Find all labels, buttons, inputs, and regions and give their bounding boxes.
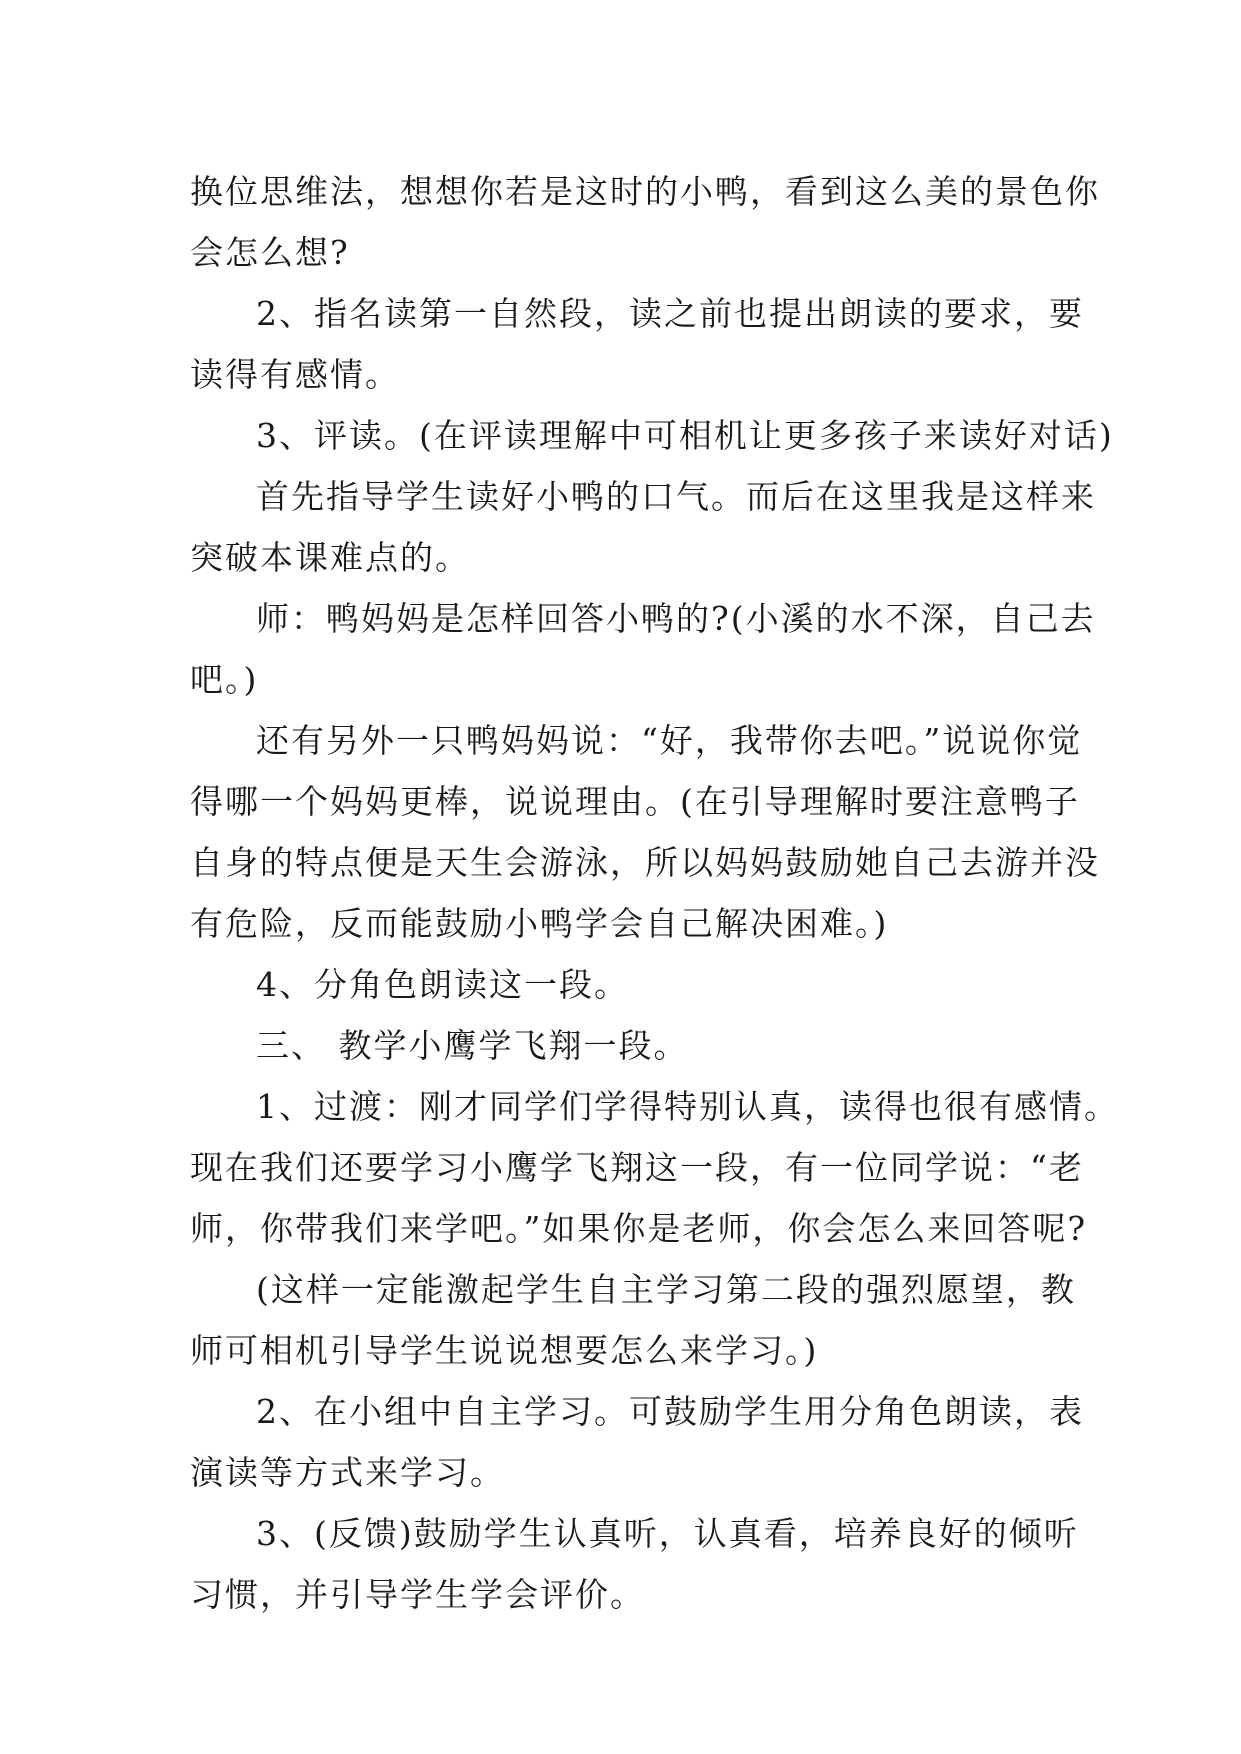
text-line: 现在我们还要学习小鹰学飞翔这一段，有一位同学说：“老	[190, 1148, 1084, 1187]
body-text	[190, 161, 1119, 1625]
text-line: 2、在小组中自主学习。可鼓励学生用分角色朗读，表	[256, 1392, 1084, 1431]
text-line: 突破本课难点的。	[190, 538, 470, 577]
text-line: 有危险，反而能鼓励小鸭学会自己解决困难。)	[190, 904, 889, 943]
text-line: 还有另外一只鸭妈妈说：“好，我带你去吧。”说说你觉	[256, 721, 1083, 760]
text-line: 吧。)	[190, 660, 259, 699]
text-line: 自身的特点便是天生会游泳，所以妈妈鼓励她自己去游并没	[190, 843, 1100, 882]
text-line: 换位思维法，想想你若是这时的小鸭，看到这么美的景色你	[190, 172, 1100, 211]
text-line: 3、(反馈)鼓励学生认真听，认真看，培养良好的倾听	[256, 1514, 1079, 1553]
text-line: 3、评读。(在评读理解中可相机让更多孩子来读好对话)	[256, 416, 1114, 455]
text-line: 4、分角色朗读这一段。	[256, 965, 629, 1004]
text-line: 习惯，并引导学生学会评价。	[190, 1575, 645, 1614]
text-line: 三、 教学小鹰学飞翔一段。	[256, 1026, 689, 1065]
text-line: (这样一定能激起学生自主学习第二段的强烈愿望，教	[256, 1270, 1076, 1309]
text-line: 2、指名读第一自然段，读之前也提出朗读的要求，要	[256, 294, 1084, 333]
text-line: 得哪一个妈妈更棒，说说理由。(在引导理解时要注意鸭子	[190, 782, 1080, 821]
text-line: 师：鸭妈妈是怎样回答小鸭的?(小溪的水不深，自己去	[256, 599, 1096, 638]
text-line: 师可相机引导学生说说想要怎么来学习。)	[190, 1331, 819, 1370]
text-line: 师，你带我们来学吧。”如果你是老师，你会怎么来回答呢?	[190, 1209, 1088, 1248]
text-line: 会怎么想?	[190, 233, 350, 272]
text-line: 首先指导学生读好小鸭的口气。而后在这里我是这样来	[256, 477, 1096, 516]
text-line: 读得有感情。	[190, 355, 400, 394]
text-line: 演读等方式来学习。	[190, 1453, 505, 1492]
text-line: 1、过渡：刚才同学们学得特别认真，读得也很有感情。	[256, 1087, 1119, 1126]
